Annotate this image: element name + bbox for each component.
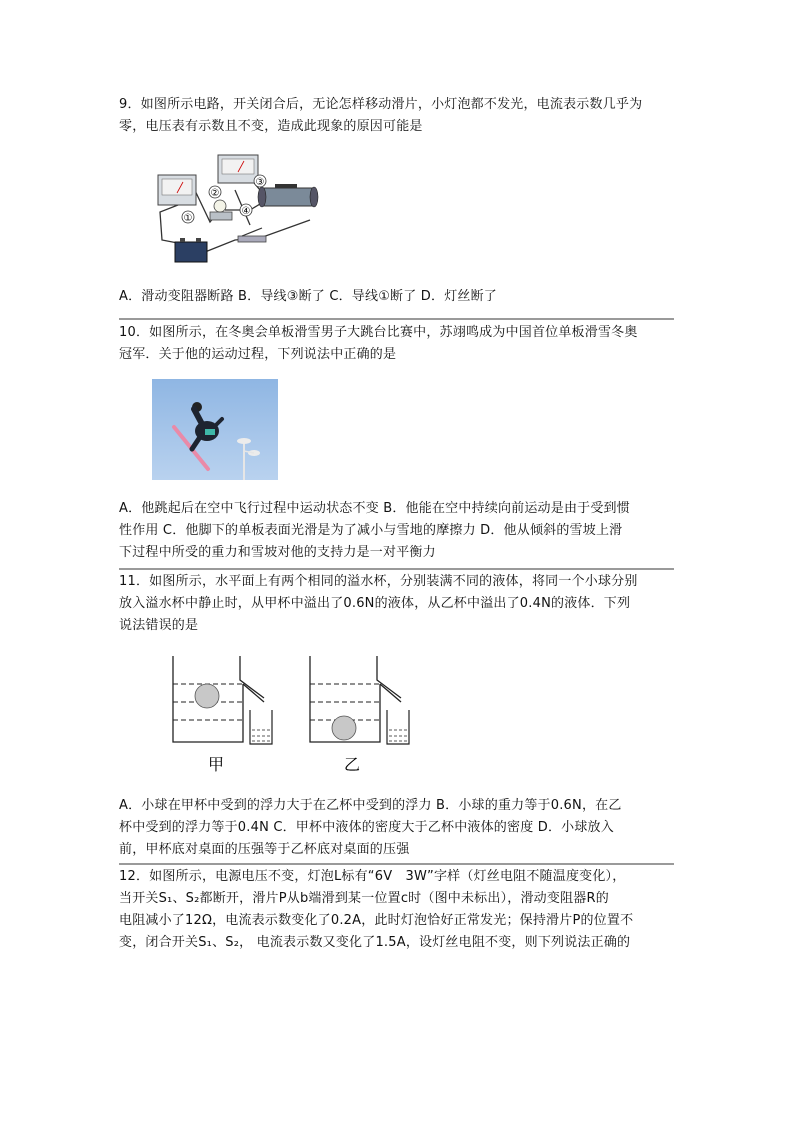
label-jia: 甲 bbox=[207, 755, 225, 774]
divider bbox=[119, 318, 674, 320]
q12-stem-line-1: 12．如图所示，电源电压不变，灯泡L标有“6V 3W”字样（灯丝电阻不随温度变化）， bbox=[119, 869, 626, 884]
q12-stem-line-2: 当开关S₁、S₂都断开，滑片P从b端滑到某一位置c时（图中未标出），滑动变阻器R的 bbox=[119, 891, 609, 906]
q11-options-line-1: A．小球在甲杯中受到的浮力大于在乙杯中受到的浮力 B．小球的重力等于0.6N，在乙 bbox=[119, 798, 622, 813]
divider bbox=[119, 863, 674, 865]
q10-stem-line-2: 冠军．关于他的运动过程，下列说法中正确的是 bbox=[119, 347, 397, 362]
q10-options-line-2: 性作用 C．他脚下的单板表面光滑是为了减小与雪地的摩擦力 D．他从倾斜的雪坡上滑 bbox=[119, 523, 623, 538]
label-1: ① bbox=[183, 213, 193, 224]
q9-stem-line-1: 9．如图所示电路，开关闭合后，无论怎样移动滑片，小灯泡都不发光，电流表示数几乎为 bbox=[119, 97, 643, 112]
snowboarder-photo bbox=[152, 379, 278, 480]
q11-stem-line-2: 放入溢水杯中静止时，从甲杯中溢出了0.6N的液体，从乙杯中溢出了0.4N的液体．下列 bbox=[119, 596, 631, 611]
q9-stem-line-2: 零，电压表有示数且不变，造成此现象的原因可能是 bbox=[119, 119, 423, 134]
q11-stem-line-3: 说法错误的是 bbox=[119, 618, 199, 633]
q10-options-line-3: 下过程中所受的重力和雪坡对他的支持力是一对平衡力 bbox=[119, 545, 436, 560]
q9-options: A．滑动变阻器断路 B．导线③断了 C．导线①断了 D．灯丝断了 bbox=[119, 289, 498, 304]
q10-stem-line-1: 10．如图所示，在冬奥会单板滑雪男子大跳台比赛中，苏翊鸣成为中国首位单板滑雪冬奥 bbox=[119, 325, 638, 340]
q11-options-line-2: 杯中受到的浮力等于0.4N C．甲杯中液体的密度大于乙杯中液体的密度 D．小球放入 bbox=[119, 820, 614, 835]
overflow-cups-figure bbox=[168, 652, 420, 777]
circuit-figure bbox=[150, 150, 330, 270]
q10-options-line-1: A．他跳起后在空中飞行过程中运动状态不变 B．他能在空中持续向前运动是由于受到惯 bbox=[119, 501, 630, 516]
q11-stem-line-1: 11．如图所示，水平面上有两个相同的溢水杯，分别装满不同的液体，将同一个小球分别 bbox=[119, 574, 638, 589]
q12-stem-line-4: 变，闭合开关S₁、S₂， 电流表示数又变化了1.5A，设灯丝电阻不变，则下列说法正确的 bbox=[119, 935, 631, 950]
label-2: ② bbox=[210, 188, 220, 199]
q12-stem-line-3: 电阻减小了12Ω，电流表示数变化了0.2A，此时灯泡恰好正常发光；保持滑片P的位置不 bbox=[119, 913, 634, 928]
q11-options-line-3: 前，甲杯底对桌面的压强等于乙杯底对桌面的压强 bbox=[119, 842, 410, 857]
divider bbox=[119, 568, 674, 570]
label-4: ④ bbox=[241, 206, 251, 217]
label-yi: 乙 bbox=[343, 755, 361, 774]
label-3: ③ bbox=[255, 177, 265, 188]
